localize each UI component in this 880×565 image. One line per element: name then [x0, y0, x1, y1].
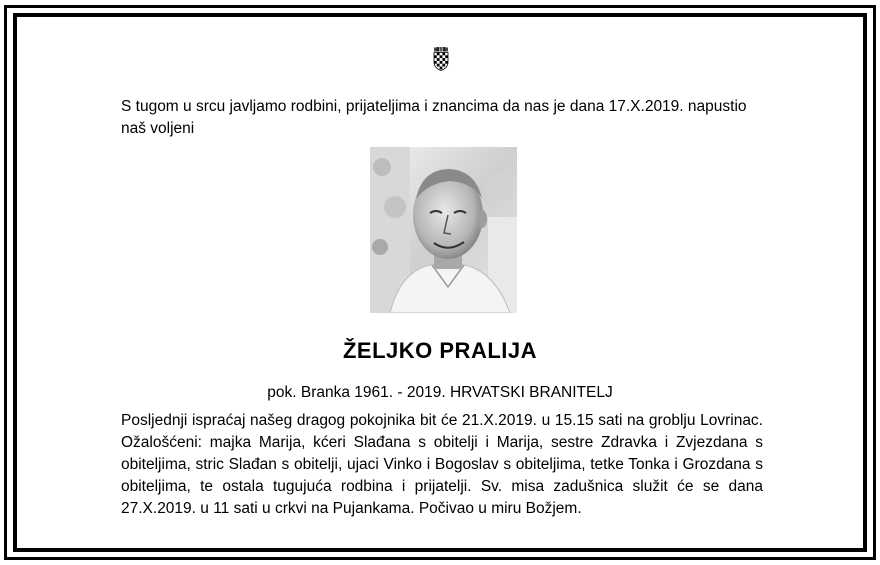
funeral-details-text: Posljednji ispraćaj našeg dragog pokojnika bit će 21.X.2019. u 15.15 sati na groblju Lovrinac. Ožalošćeni: majka Marija, kćeri Slađana s obitelji i Marija, sestre Zdravka i Zvjezdana s obiteljima, stric Slađan s obitelji, ujaci Vinko i Bogoslav s obiteljima, tetke Tonka i Grozdana s obiteljima, te ostala tugujuća rodbina i prijatelji. Sv. misa zadušnica služit će se dana 27.X.2019. u 11 sati u crkvi na Pujankama. Počivao u miru Božjem.: [121, 412, 763, 517]
portrait-photo: [370, 147, 517, 313]
deceased-subtitle: pok. Branka 1961. - 2019. HRVATSKI BRANITELJ: [267, 384, 613, 401]
deceased-name: ŽELJKO PRALIJA: [342, 338, 538, 363]
portrait-image: [370, 147, 517, 313]
intro-text: S tugom u srcu javljamo rodbini, prijateljima i znancima da nas je dana 17.X.2019. napustio naš voljeni: [121, 98, 747, 137]
croatian-coat-of-arms-icon: [433, 47, 449, 71]
